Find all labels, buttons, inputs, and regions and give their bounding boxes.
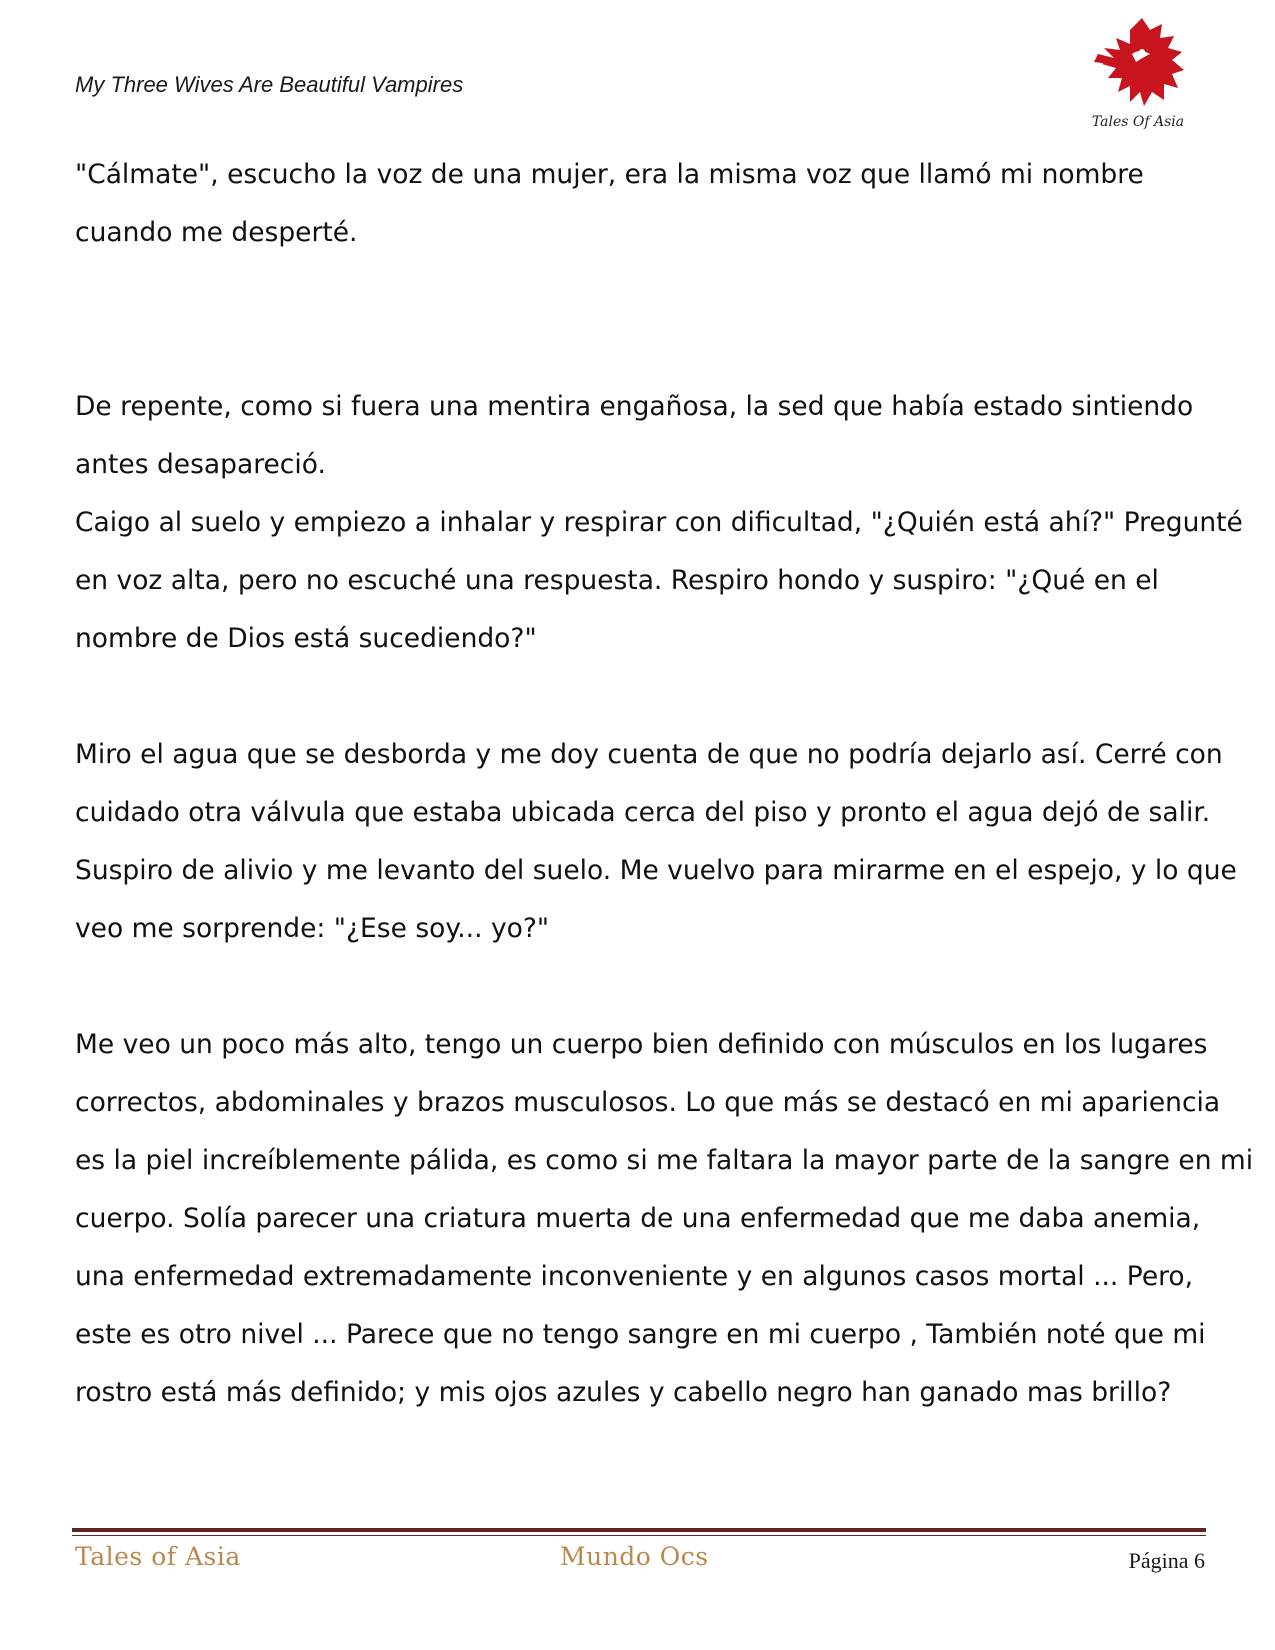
text-line: en voz alta, pero no escuché una respuesta. Respiro hondo y suspiro: "¿Qué en el: [75, 565, 1159, 596]
footer-publisher: Tales of Asia: [75, 1542, 241, 1571]
text-line: rostro está más definido; y mis ojos azules y cabello negro han ganado mas brillo?: [75, 1377, 1172, 1408]
text-line: cuidado otra válvula que estaba ubicada cerca del piso y pronto el agua dejó de salir.: [75, 797, 1211, 828]
footer-rule: [72, 1528, 1206, 1532]
body-text: [75, 146, 1254, 1422]
tales-of-asia-logo: [1080, 14, 1196, 138]
text-line: cuerpo. Solía parecer una criatura muerta de una enfermedad que me daba anemia,: [75, 1203, 1201, 1234]
document-title: My Three Wives Are Beautiful Vampires: [75, 72, 464, 97]
text-line: Me veo un poco más alto, tengo un cuerpo bien definido con músculos en los lugares: [75, 1029, 1208, 1060]
text-line: De repente, como si fuera una mentira engañosa, la sed que había estado sintiendo: [75, 391, 1194, 422]
text-line: Miro el agua que se desborda y me doy cuenta de que no podría dejarlo así. Cerré con: [75, 739, 1223, 770]
text-line: correctos, abdominales y brazos musculosos. Lo que más se destacó en mi apariencia: [75, 1087, 1221, 1118]
text-line: Suspiro de alivio y me levanto del suelo. Me vuelvo para mirarme en el espejo, y lo que: [75, 855, 1237, 886]
red-dragon-icon: [1080, 14, 1196, 114]
text-line: este es otro nivel ... Parece que no tengo sangre en mi cuerpo , También noté que mi: [75, 1319, 1206, 1350]
text-line: antes desapareció.: [75, 449, 326, 480]
text-line: cuando me desperté.: [75, 217, 358, 248]
text-line: es la piel increíblemente pálida, es como si me faltara la mayor parte de la sangre en mi: [75, 1145, 1254, 1176]
text-line: nombre de Dios está sucediendo?": [75, 623, 537, 654]
text-line: "Cálmate", escucho la voz de una mujer, era la misma voz que llamó mi nombre: [75, 159, 1144, 190]
page-number: Página 6: [1128, 1548, 1205, 1573]
footer-rule-thin: [72, 1535, 1206, 1536]
text-line: Caigo al suelo y empiezo a inhalar y respirar con dificultad, "¿Quién está ahí?" Pregunté: [75, 507, 1243, 538]
footer-site: Mundo Ocs: [560, 1542, 709, 1571]
text-line: una enfermedad extremadamente inconveniente y en algunos casos mortal ... Pero,: [75, 1261, 1194, 1292]
text-line: [75, 320, 1215, 378]
text-line: veo me sorprende: "¿Ese soy... yo?": [75, 913, 550, 944]
logo-caption: Tales Of Asia: [1091, 114, 1185, 130]
